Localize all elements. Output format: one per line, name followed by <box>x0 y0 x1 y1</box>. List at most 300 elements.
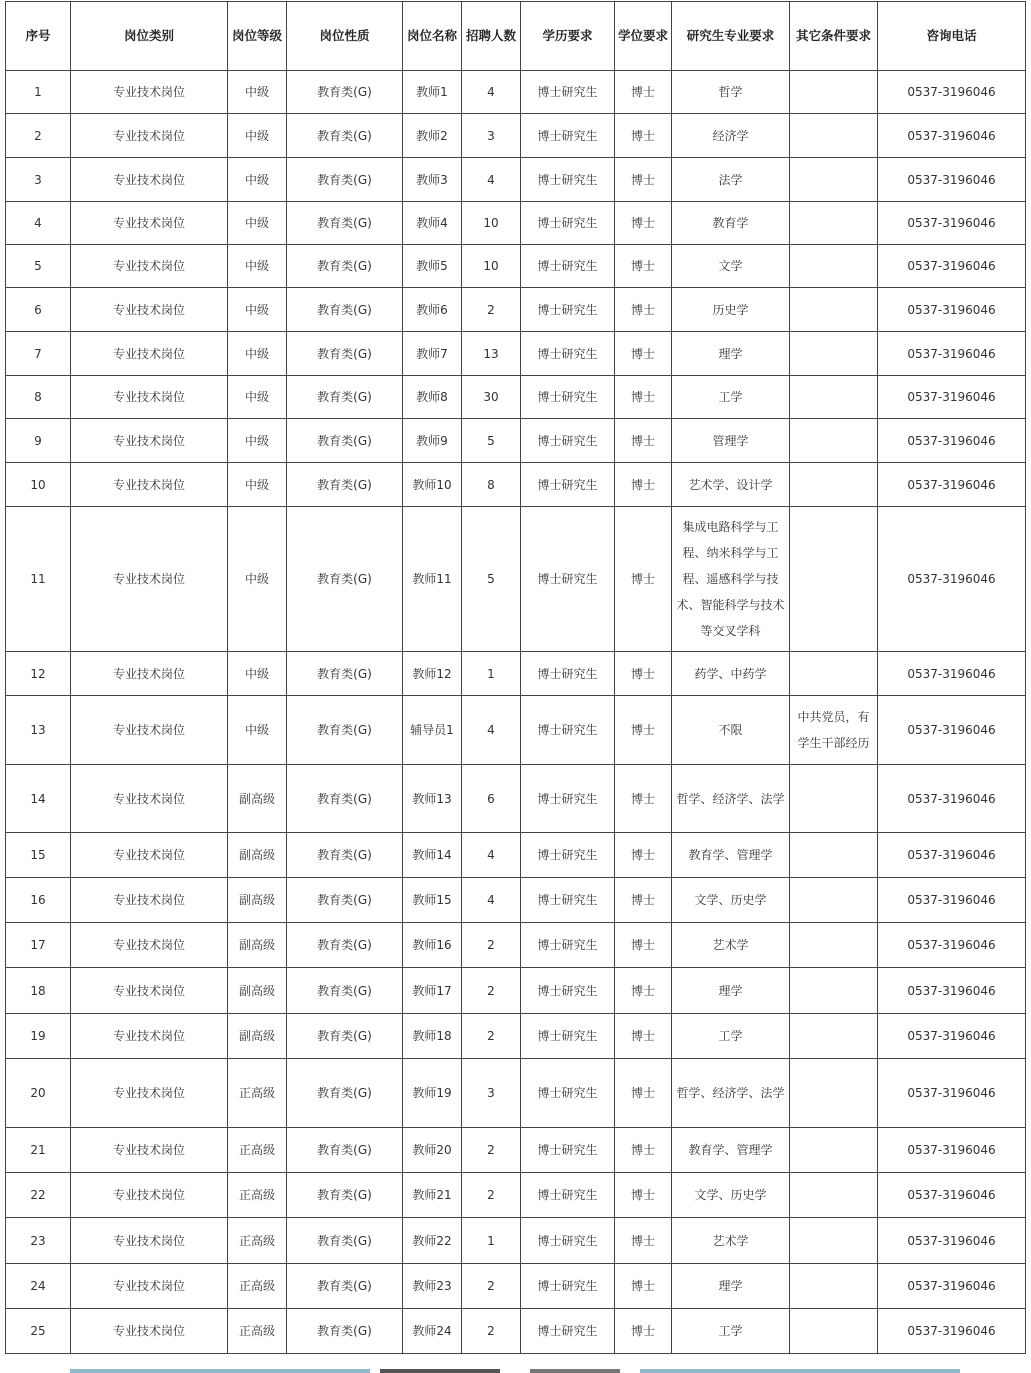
cell-major: 文学、历史学 <box>672 1173 790 1218</box>
cell-education: 博士研究生 <box>521 1014 615 1059</box>
cell-major: 理学 <box>672 332 790 376</box>
cell-education: 博士研究生 <box>521 1309 615 1354</box>
cell-count: 8 <box>462 463 521 507</box>
cell-education: 博士研究生 <box>521 923 615 968</box>
cell-education: 博士研究生 <box>521 288 615 332</box>
cell-phone: 0537-3196046 <box>878 652 1026 696</box>
cell-count: 2 <box>462 288 521 332</box>
table-row <box>6 1218 1026 1264</box>
footer-divider <box>70 1369 370 1373</box>
cell-phone: 0537-3196046 <box>878 923 1026 968</box>
table-row <box>6 463 1026 507</box>
cell-phone: 0537-3196046 <box>878 288 1026 332</box>
cell-nature: 教育类(G) <box>287 1059 403 1128</box>
cell-degree: 博士 <box>615 332 672 376</box>
cell-degree: 博士 <box>615 1014 672 1059</box>
cell-degree: 博士 <box>615 288 672 332</box>
cell-category: 专业技术岗位 <box>71 158 228 202</box>
cell-nature: 教育类(G) <box>287 419 403 463</box>
cell-no: 2 <box>6 114 71 158</box>
cell-phone: 0537-3196046 <box>878 71 1026 114</box>
cell-education: 博士研究生 <box>521 419 615 463</box>
cell-category: 专业技术岗位 <box>71 765 228 833</box>
cell-phone: 0537-3196046 <box>878 833 1026 878</box>
cell-nature: 教育类(G) <box>287 1218 403 1264</box>
cell-major: 艺术学、设计学 <box>672 463 790 507</box>
cell-name: 教师15 <box>403 878 462 923</box>
header-phone: 咨询电话 <box>878 2 1026 71</box>
recruitment-table <box>5 1 1026 1354</box>
cell-category: 专业技术岗位 <box>71 1059 228 1128</box>
footer-divider <box>530 1369 620 1373</box>
cell-level: 中级 <box>228 288 287 332</box>
cell-category: 专业技术岗位 <box>71 968 228 1014</box>
cell-education: 博士研究生 <box>521 71 615 114</box>
cell-education: 博士研究生 <box>521 202 615 245</box>
cell-name: 教师13 <box>403 765 462 833</box>
cell-category: 专业技术岗位 <box>71 507 228 652</box>
cell-name: 教师4 <box>403 202 462 245</box>
cell-other <box>790 419 878 463</box>
cell-phone: 0537-3196046 <box>878 696 1026 765</box>
cell-major: 教育学、管理学 <box>672 833 790 878</box>
cell-degree: 博士 <box>615 765 672 833</box>
cell-education: 博士研究生 <box>521 463 615 507</box>
cell-other <box>790 376 878 419</box>
cell-name: 教师12 <box>403 652 462 696</box>
cell-degree: 博士 <box>615 1128 672 1173</box>
cell-degree: 博士 <box>615 1059 672 1128</box>
cell-no: 15 <box>6 833 71 878</box>
cell-level: 中级 <box>228 332 287 376</box>
cell-no: 6 <box>6 288 71 332</box>
cell-nature: 教育类(G) <box>287 71 403 114</box>
header-count: 招聘人数 <box>462 2 521 71</box>
table-row <box>6 923 1026 968</box>
cell-name: 教师23 <box>403 1264 462 1309</box>
cell-nature: 教育类(G) <box>287 202 403 245</box>
cell-category: 专业技术岗位 <box>71 652 228 696</box>
cell-no: 18 <box>6 968 71 1014</box>
cell-major: 哲学、经济学、法学 <box>672 765 790 833</box>
cell-degree: 博士 <box>615 833 672 878</box>
cell-education: 博士研究生 <box>521 1264 615 1309</box>
cell-phone: 0537-3196046 <box>878 1264 1026 1309</box>
cell-category: 专业技术岗位 <box>71 1014 228 1059</box>
cell-no: 9 <box>6 419 71 463</box>
cell-nature: 教育类(G) <box>287 923 403 968</box>
cell-count: 3 <box>462 1059 521 1128</box>
cell-degree: 博士 <box>615 114 672 158</box>
cell-nature: 教育类(G) <box>287 158 403 202</box>
cell-level: 中级 <box>228 71 287 114</box>
cell-major: 历史学 <box>672 288 790 332</box>
header-name: 岗位名称 <box>403 2 462 71</box>
cell-other <box>790 507 878 652</box>
cell-other <box>790 114 878 158</box>
cell-name: 教师16 <box>403 923 462 968</box>
cell-level: 副高级 <box>228 878 287 923</box>
cell-degree: 博士 <box>615 507 672 652</box>
table-row <box>6 419 1026 463</box>
cell-category: 专业技术岗位 <box>71 114 228 158</box>
cell-name: 教师3 <box>403 158 462 202</box>
table-row <box>6 507 1026 652</box>
cell-category: 专业技术岗位 <box>71 202 228 245</box>
cell-name: 教师18 <box>403 1014 462 1059</box>
cell-nature: 教育类(G) <box>287 968 403 1014</box>
cell-degree: 博士 <box>615 1218 672 1264</box>
cell-name: 教师19 <box>403 1059 462 1128</box>
cell-other <box>790 1059 878 1128</box>
cell-no: 16 <box>6 878 71 923</box>
cell-level: 正高级 <box>228 1128 287 1173</box>
table-row <box>6 1309 1026 1354</box>
cell-count: 4 <box>462 833 521 878</box>
cell-phone: 0537-3196046 <box>878 419 1026 463</box>
cell-category: 专业技术岗位 <box>71 1173 228 1218</box>
cell-nature: 教育类(G) <box>287 1173 403 1218</box>
cell-name: 教师14 <box>403 833 462 878</box>
cell-name: 教师8 <box>403 376 462 419</box>
cell-count: 4 <box>462 696 521 765</box>
cell-major: 文学 <box>672 245 790 288</box>
cell-phone: 0537-3196046 <box>878 245 1026 288</box>
header-category: 岗位类别 <box>71 2 228 71</box>
cell-other <box>790 1218 878 1264</box>
cell-major: 文学、历史学 <box>672 878 790 923</box>
cell-no: 24 <box>6 1264 71 1309</box>
header-degree: 学位要求 <box>615 2 672 71</box>
table-body <box>6 71 1026 1354</box>
cell-level: 中级 <box>228 245 287 288</box>
cell-no: 12 <box>6 652 71 696</box>
cell-nature: 教育类(G) <box>287 1014 403 1059</box>
cell-no: 17 <box>6 923 71 968</box>
cell-education: 博士研究生 <box>521 1059 615 1128</box>
cell-other <box>790 202 878 245</box>
cell-degree: 博士 <box>615 968 672 1014</box>
cell-degree: 博士 <box>615 1173 672 1218</box>
cell-no: 3 <box>6 158 71 202</box>
cell-education: 博士研究生 <box>521 1128 615 1173</box>
table-row <box>6 114 1026 158</box>
cell-phone: 0537-3196046 <box>878 332 1026 376</box>
cell-education: 博士研究生 <box>521 652 615 696</box>
cell-no: 4 <box>6 202 71 245</box>
cell-nature: 教育类(G) <box>287 245 403 288</box>
table-header-row <box>6 2 1026 71</box>
cell-major: 工学 <box>672 376 790 419</box>
cell-level: 中级 <box>228 376 287 419</box>
table-row <box>6 158 1026 202</box>
cell-category: 专业技术岗位 <box>71 463 228 507</box>
cell-no: 13 <box>6 696 71 765</box>
cell-degree: 博士 <box>615 652 672 696</box>
cell-level: 正高级 <box>228 1264 287 1309</box>
table-row <box>6 1059 1026 1128</box>
header-nature: 岗位性质 <box>287 2 403 71</box>
cell-category: 专业技术岗位 <box>71 923 228 968</box>
cell-education: 博士研究生 <box>521 245 615 288</box>
cell-count: 3 <box>462 114 521 158</box>
header-major: 研究生专业要求 <box>672 2 790 71</box>
cell-count: 5 <box>462 419 521 463</box>
cell-no: 19 <box>6 1014 71 1059</box>
cell-category: 专业技术岗位 <box>71 376 228 419</box>
cell-degree: 博士 <box>615 923 672 968</box>
cell-major: 不限 <box>672 696 790 765</box>
cell-phone: 0537-3196046 <box>878 114 1026 158</box>
cell-other <box>790 765 878 833</box>
table-row <box>6 833 1026 878</box>
cell-education: 博士研究生 <box>521 158 615 202</box>
cell-category: 专业技术岗位 <box>71 878 228 923</box>
table-row <box>6 1173 1026 1218</box>
cell-count: 4 <box>462 71 521 114</box>
cell-education: 博士研究生 <box>521 332 615 376</box>
table-row <box>6 332 1026 376</box>
cell-phone: 0537-3196046 <box>878 507 1026 652</box>
cell-count: 1 <box>462 652 521 696</box>
cell-education: 博士研究生 <box>521 696 615 765</box>
table-row <box>6 202 1026 245</box>
cell-major: 哲学 <box>672 71 790 114</box>
cell-major: 艺术学 <box>672 1218 790 1264</box>
table-row <box>6 71 1026 114</box>
cell-education: 博士研究生 <box>521 968 615 1014</box>
table-row <box>6 696 1026 765</box>
cell-major: 工学 <box>672 1309 790 1354</box>
cell-category: 专业技术岗位 <box>71 419 228 463</box>
cell-category: 专业技术岗位 <box>71 1264 228 1309</box>
table-row <box>6 376 1026 419</box>
cell-other <box>790 463 878 507</box>
cell-major: 经济学 <box>672 114 790 158</box>
table-row <box>6 652 1026 696</box>
cell-no: 5 <box>6 245 71 288</box>
cell-phone: 0537-3196046 <box>878 158 1026 202</box>
cell-no: 10 <box>6 463 71 507</box>
cell-other <box>790 332 878 376</box>
cell-category: 专业技术岗位 <box>71 696 228 765</box>
cell-other <box>790 245 878 288</box>
cell-other <box>790 1264 878 1309</box>
cell-no: 11 <box>6 507 71 652</box>
cell-nature: 教育类(G) <box>287 696 403 765</box>
cell-count: 30 <box>462 376 521 419</box>
header-no: 序号 <box>6 2 71 71</box>
cell-count: 4 <box>462 878 521 923</box>
cell-phone: 0537-3196046 <box>878 765 1026 833</box>
cell-category: 专业技术岗位 <box>71 1309 228 1354</box>
table-row <box>6 245 1026 288</box>
cell-name: 教师17 <box>403 968 462 1014</box>
cell-major: 管理学 <box>672 419 790 463</box>
cell-count: 4 <box>462 158 521 202</box>
cell-other <box>790 968 878 1014</box>
cell-name: 教师21 <box>403 1173 462 1218</box>
cell-major: 哲学、经济学、法学 <box>672 1059 790 1128</box>
cell-other: 中共党员，有学生干部经历 <box>790 696 878 765</box>
table-row <box>6 288 1026 332</box>
cell-education: 博士研究生 <box>521 114 615 158</box>
cell-name: 辅导员1 <box>403 696 462 765</box>
cell-nature: 教育类(G) <box>287 765 403 833</box>
cell-level: 副高级 <box>228 765 287 833</box>
cell-major: 理学 <box>672 1264 790 1309</box>
cell-name: 教师22 <box>403 1218 462 1264</box>
cell-education: 博士研究生 <box>521 833 615 878</box>
table-row <box>6 878 1026 923</box>
cell-level: 正高级 <box>228 1173 287 1218</box>
cell-degree: 博士 <box>615 419 672 463</box>
cell-count: 6 <box>462 765 521 833</box>
cell-category: 专业技术岗位 <box>71 71 228 114</box>
cell-major: 教育学 <box>672 202 790 245</box>
cell-name: 教师24 <box>403 1309 462 1354</box>
cell-level: 副高级 <box>228 833 287 878</box>
cell-nature: 教育类(G) <box>287 463 403 507</box>
cell-phone: 0537-3196046 <box>878 1173 1026 1218</box>
cell-count: 1 <box>462 1218 521 1264</box>
cell-category: 专业技术岗位 <box>71 1218 228 1264</box>
cell-phone: 0537-3196046 <box>878 463 1026 507</box>
cell-name: 教师6 <box>403 288 462 332</box>
cell-nature: 教育类(G) <box>287 878 403 923</box>
cell-major: 法学 <box>672 158 790 202</box>
cell-education: 博士研究生 <box>521 507 615 652</box>
table-row <box>6 1128 1026 1173</box>
cell-level: 中级 <box>228 652 287 696</box>
cell-name: 教师11 <box>403 507 462 652</box>
cell-major: 工学 <box>672 1014 790 1059</box>
cell-other <box>790 1309 878 1354</box>
cell-phone: 0537-3196046 <box>878 376 1026 419</box>
table-row <box>6 765 1026 833</box>
cell-education: 博士研究生 <box>521 1218 615 1264</box>
cell-no: 22 <box>6 1173 71 1218</box>
table-row <box>6 1264 1026 1309</box>
cell-count: 5 <box>462 507 521 652</box>
cell-name: 教师9 <box>403 419 462 463</box>
cell-category: 专业技术岗位 <box>71 288 228 332</box>
cell-major: 教育学、管理学 <box>672 1128 790 1173</box>
cell-education: 博士研究生 <box>521 1173 615 1218</box>
cell-no: 25 <box>6 1309 71 1354</box>
cell-nature: 教育类(G) <box>287 507 403 652</box>
cell-major: 集成电路科学与工程、纳米科学与工程、遥感科学与技术、智能科学与技术等交叉学科 <box>672 507 790 652</box>
cell-category: 专业技术岗位 <box>71 245 228 288</box>
cell-education: 博士研究生 <box>521 765 615 833</box>
cell-degree: 博士 <box>615 245 672 288</box>
cell-level: 副高级 <box>228 1014 287 1059</box>
cell-other <box>790 923 878 968</box>
cell-degree: 博士 <box>615 1309 672 1354</box>
cell-level: 中级 <box>228 696 287 765</box>
table-row <box>6 1014 1026 1059</box>
cell-nature: 教育类(G) <box>287 288 403 332</box>
cell-category: 专业技术岗位 <box>71 332 228 376</box>
cell-other <box>790 878 878 923</box>
cell-degree: 博士 <box>615 463 672 507</box>
cell-other <box>790 1173 878 1218</box>
cell-other <box>790 288 878 332</box>
cell-degree: 博士 <box>615 71 672 114</box>
cell-level: 中级 <box>228 158 287 202</box>
cell-name: 教师1 <box>403 71 462 114</box>
cell-level: 正高级 <box>228 1218 287 1264</box>
cell-count: 2 <box>462 1264 521 1309</box>
cell-other <box>790 1014 878 1059</box>
cell-nature: 教育类(G) <box>287 652 403 696</box>
cell-major: 药学、中药学 <box>672 652 790 696</box>
cell-nature: 教育类(G) <box>287 1128 403 1173</box>
header-level: 岗位等级 <box>228 2 287 71</box>
cell-major: 艺术学 <box>672 923 790 968</box>
cell-nature: 教育类(G) <box>287 833 403 878</box>
cell-level: 中级 <box>228 463 287 507</box>
cell-education: 博士研究生 <box>521 878 615 923</box>
cell-level: 副高级 <box>228 968 287 1014</box>
header-education: 学历要求 <box>521 2 615 71</box>
cell-count: 13 <box>462 332 521 376</box>
cell-name: 教师20 <box>403 1128 462 1173</box>
cell-level: 中级 <box>228 114 287 158</box>
cell-phone: 0537-3196046 <box>878 1309 1026 1354</box>
cell-no: 14 <box>6 765 71 833</box>
header-other: 其它条件要求 <box>790 2 878 71</box>
footer-divider <box>380 1369 500 1373</box>
cell-no: 20 <box>6 1059 71 1128</box>
cell-phone: 0537-3196046 <box>878 1059 1026 1128</box>
cell-phone: 0537-3196046 <box>878 202 1026 245</box>
cell-count: 2 <box>462 1309 521 1354</box>
cell-major: 理学 <box>672 968 790 1014</box>
cell-count: 2 <box>462 1014 521 1059</box>
cell-nature: 教育类(G) <box>287 1264 403 1309</box>
cell-other <box>790 71 878 114</box>
cell-phone: 0537-3196046 <box>878 968 1026 1014</box>
cell-education: 博士研究生 <box>521 376 615 419</box>
cell-degree: 博士 <box>615 1264 672 1309</box>
table-row <box>6 968 1026 1014</box>
cell-degree: 博士 <box>615 158 672 202</box>
cell-phone: 0537-3196046 <box>878 1014 1026 1059</box>
cell-level: 正高级 <box>228 1309 287 1354</box>
cell-level: 正高级 <box>228 1059 287 1128</box>
footer-divider <box>640 1369 960 1373</box>
cell-degree: 博士 <box>615 878 672 923</box>
cell-other <box>790 833 878 878</box>
cell-degree: 博士 <box>615 696 672 765</box>
cell-count: 2 <box>462 968 521 1014</box>
cell-phone: 0537-3196046 <box>878 1218 1026 1264</box>
cell-name: 教师5 <box>403 245 462 288</box>
cell-no: 23 <box>6 1218 71 1264</box>
cell-no: 8 <box>6 376 71 419</box>
cell-level: 副高级 <box>228 923 287 968</box>
cell-degree: 博士 <box>615 376 672 419</box>
cell-count: 2 <box>462 1173 521 1218</box>
cell-count: 2 <box>462 1128 521 1173</box>
cell-nature: 教育类(G) <box>287 332 403 376</box>
cell-name: 教师10 <box>403 463 462 507</box>
cell-no: 1 <box>6 71 71 114</box>
cell-category: 专业技术岗位 <box>71 1128 228 1173</box>
cell-phone: 0537-3196046 <box>878 878 1026 923</box>
cell-level: 中级 <box>228 202 287 245</box>
